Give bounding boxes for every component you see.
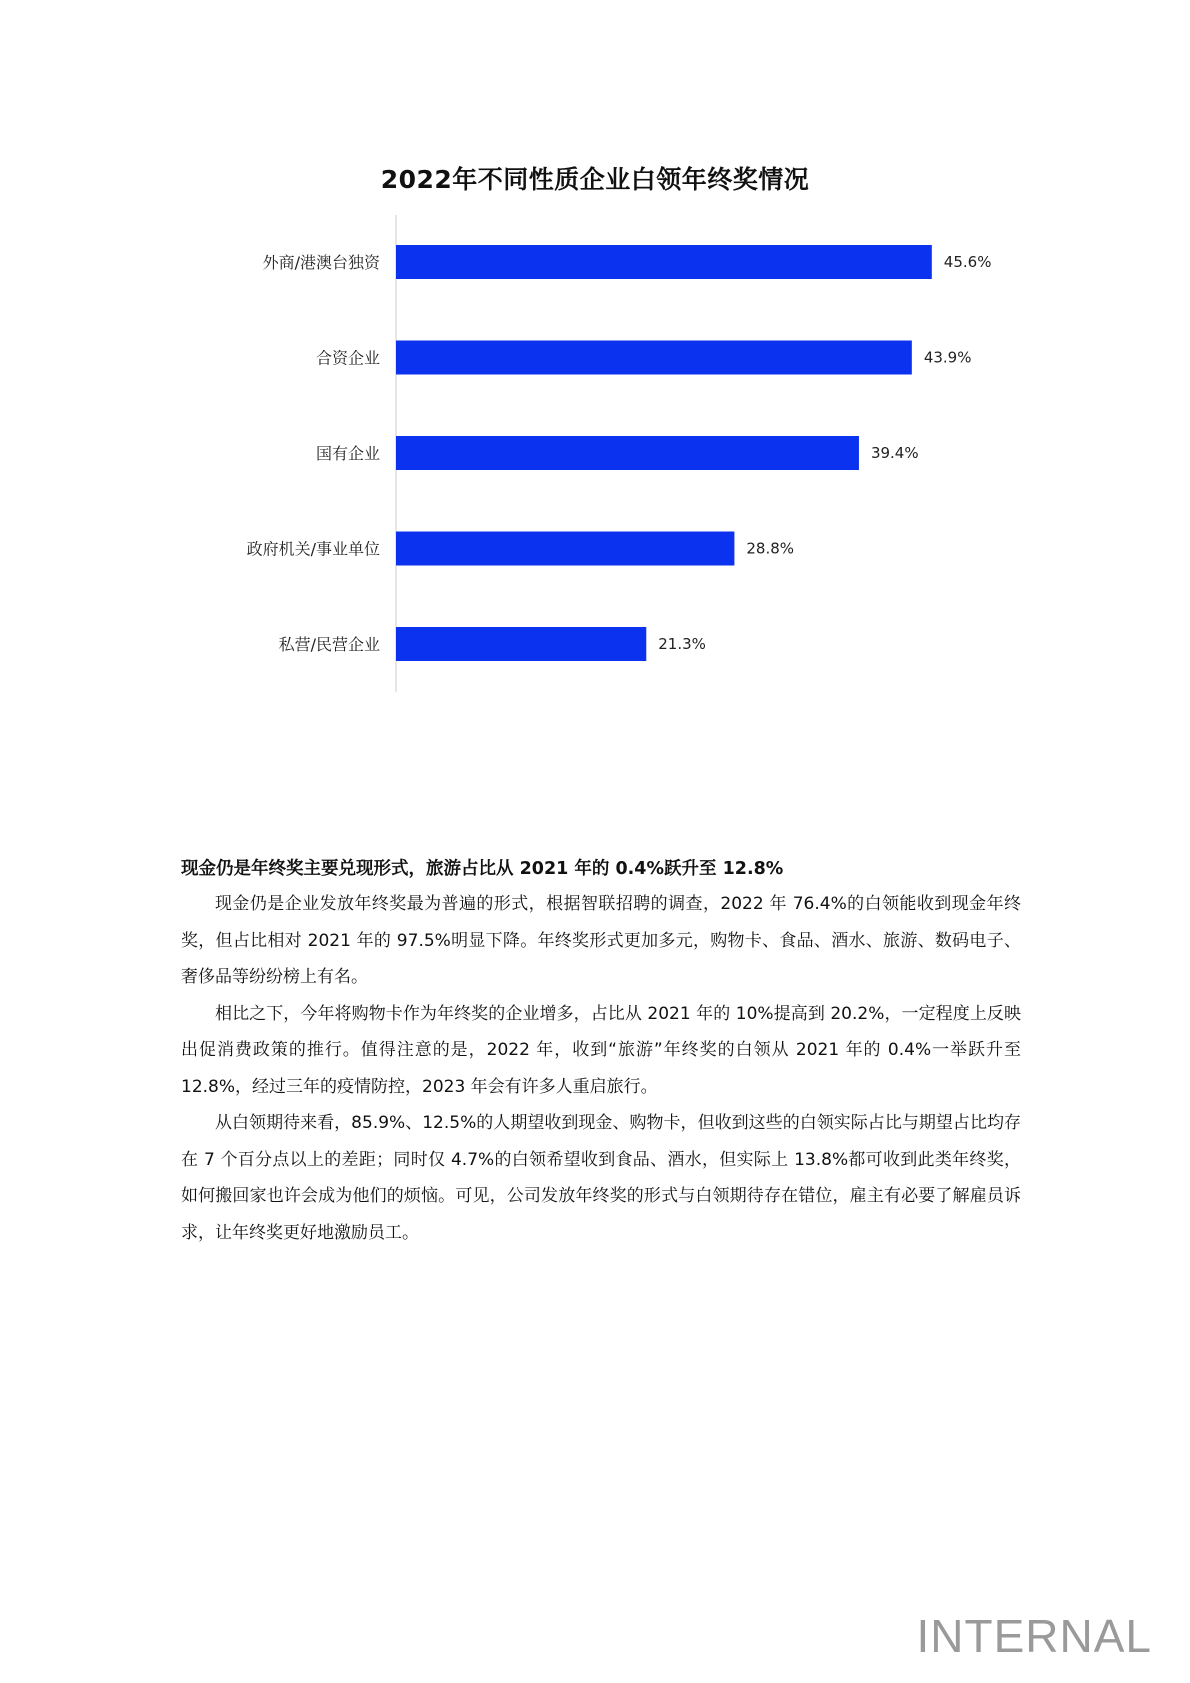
section-heading: 现金仍是年终奖主要兑现形式，旅游占比从 2021 年的 0.4%跃升至 12.8% <box>181 859 784 879</box>
category-label-2: 合资企业 <box>315 348 380 368</box>
value-label-4: 28.8% <box>746 539 795 558</box>
article <box>181 852 1021 1251</box>
paragraph-1: 现金仍是企业发放年终奖最为普遍的形式，根据智联招聘的调查，2022 年 76.4%的白领能收到现金年终奖，但占比相对 2021 年的 97.5%明显下降。年终奖形式更加多元，购物卡、食品、酒水、旅游、数码电子、奢侈品等纷纷榜上有名。 <box>181 894 1021 987</box>
value-label-1: 45.6% <box>943 253 992 271</box>
category-label-3: 国有企业 <box>315 444 380 463</box>
bar-chart <box>0 0 1190 720</box>
bar-3 <box>396 436 859 470</box>
internal-watermark: INTERNAL <box>916 1610 1152 1662</box>
bar-2 <box>396 341 912 375</box>
category-label-1: 外商/港澳台独资 <box>262 253 380 272</box>
value-label-5: 21.3% <box>658 635 706 653</box>
value-label-2: 43.9% <box>923 348 972 367</box>
category-label-4: 政府机关/事业单位 <box>246 539 380 559</box>
paragraph-2: 相比之下，今年将购物卡作为年终奖的企业增多，占比从 2021 年的 10%提高到 20.2%，一定程度上反映出促消费政策的推行。值得注意的是，2022 年，收到“旅游”年终奖的白领从 2021 年的 0.4%一举跃升至 12.8%，经过三年的疫情防控，2023 年会有许多人重启旅行。 <box>181 1003 1021 1097</box>
bar-5 <box>396 627 646 661</box>
paragraph-3: 从白领期待来看，85.9%、12.5%的人期望收到现金、购物卡，但收到这些的白领实际占比与期望占比均存在 7 个百分点以上的差距；同时仅 4.7%的白领希望收到食品、酒水，但实际上 13.8%都可收到此类年终奖，如何搬回家也许会成为他们的烦恼。可见，公司发放年终奖的形式与白领期待存在错位，雇主有必要了解雇员诉求，让年终奖更好地激励员工。 <box>181 1113 1021 1243</box>
category-label-5: 私营/民营企业 <box>278 635 380 654</box>
chart-title: 2022年不同性质企业白领年终奖情况 <box>380 165 810 194</box>
bars-layer <box>247 245 992 661</box>
bar-4 <box>396 532 734 566</box>
value-label-3: 39.4% <box>870 444 919 462</box>
bar-1 <box>396 245 932 279</box>
